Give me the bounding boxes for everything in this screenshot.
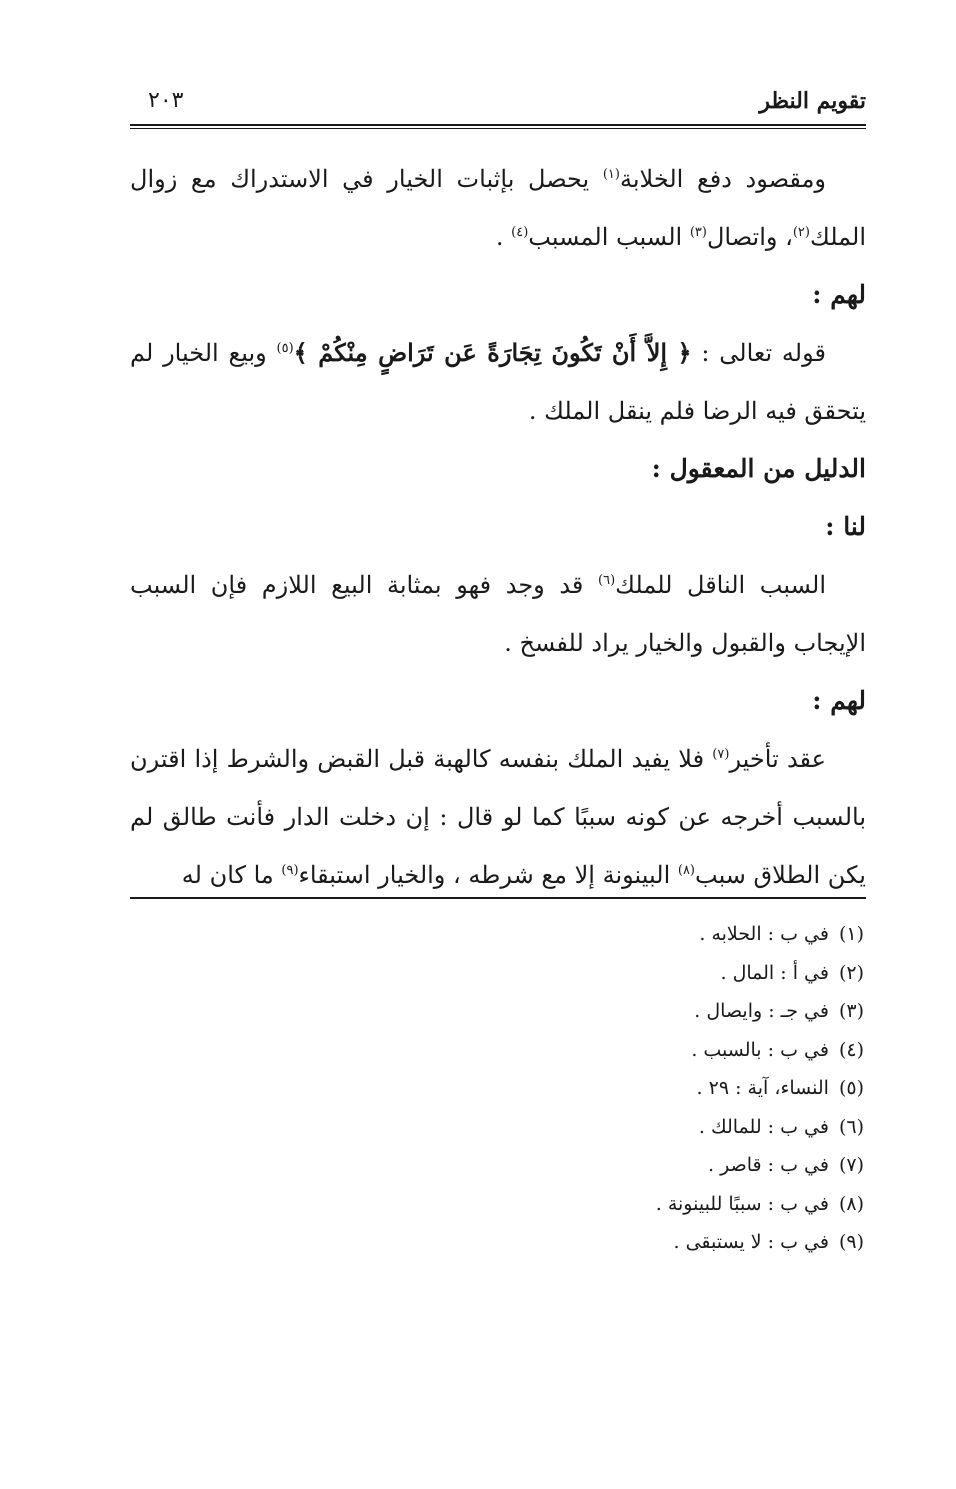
footnote: [464, 1185, 864, 1224]
footnote-separator: [130, 897, 866, 899]
footnote-number: (٤): [838, 1038, 864, 1061]
header-rule-thin: [130, 128, 866, 129]
footnote-number: (٨): [838, 1192, 864, 1215]
footnote-text: في ب : للمالك .: [698, 1115, 829, 1138]
footnote: [464, 1031, 864, 1070]
footnote-text: في ب : بالسبب .: [691, 1038, 829, 1061]
footnote: [464, 915, 864, 954]
paragraph-2: [130, 324, 866, 440]
header-rule: [130, 124, 866, 126]
footnote: [464, 1223, 864, 1262]
footnote-ref: (٣): [689, 225, 707, 240]
book-title: تقويم النظر: [759, 88, 866, 114]
footnote-ref: (٩): [281, 863, 299, 878]
footnote-ref: (١): [602, 167, 620, 182]
text-run: السبب الناقل للملك: [615, 571, 827, 599]
text-run: ما كان له: [181, 861, 282, 889]
footnote-text: في ب : سببًا للبينونة .: [655, 1192, 829, 1215]
footnotes: [464, 915, 864, 1262]
footnote-number: (٣): [838, 1000, 864, 1022]
footnote-ref: (٥): [276, 341, 294, 356]
footnote-number: (٥): [838, 1077, 864, 1099]
page-number: ٢٠٣: [148, 88, 184, 113]
paragraph-1: [130, 150, 866, 266]
footnote-number: (٧): [838, 1154, 864, 1176]
text-run: .: [495, 223, 512, 251]
quran-verse: ﴿ إِلاَّ أَنْ تَكُونَ تِجَارَةً عَن تَرَاضٍ مِنْكُمْ ﴾: [293, 338, 692, 367]
footnote-number: (٩): [838, 1231, 864, 1253]
text-run: ، واتصال: [706, 223, 793, 251]
text-run: البينونة إلا مع شرطه ، والخيار استبقاء: [298, 861, 678, 889]
text-run: السبب المسبب: [528, 223, 690, 251]
text-run: ومقصود دفع الخلابة: [619, 165, 827, 193]
section-heading: الدليل من المعقول :: [651, 454, 866, 483]
footnote-text: النساء، آية : ٢٩ .: [696, 1077, 829, 1099]
text-run: يحصل بإثبات الخيار في الاستدراك مع زوال الملك: [130, 165, 866, 251]
text-run: قد وجد فهو بمثابة البيع اللازم فإن السبب الإيجاب والقبول والخيار يراد للفسخ .: [130, 571, 866, 657]
footnote-text: في ب : الحلابه .: [699, 923, 829, 945]
paragraph-3: [130, 556, 866, 672]
footnote-text: في ب : لا يستبقى .: [673, 1231, 829, 1253]
footnote: [464, 1069, 864, 1108]
text-run: وبيع الخيار لم يتحقق فيه الرضا فلم ينقل الملك .: [130, 339, 866, 425]
text-run: فلا يفيد الملك بنفسه كالهبة قبل القبض والشرط إذا اقترن بالسبب أخرجه عن كونه سببًا كما لو قال : إن دخلت الدار فأنت طالق لم يكن الطلاق سبب: [130, 745, 866, 889]
footnote: [464, 954, 864, 993]
footnote-ref: (٤): [511, 225, 529, 240]
footnote-text: في أ : المال .: [720, 961, 829, 984]
footnote-ref: (٧): [712, 747, 730, 762]
section-heading: لهم :: [812, 280, 866, 309]
footnote-number: (١): [838, 923, 864, 945]
footnote: [464, 1108, 864, 1147]
paragraph-4: [130, 730, 866, 904]
footnote-text: في جـ : وايصال .: [694, 1000, 829, 1022]
footnote-ref: (٦): [598, 573, 616, 588]
main-text: [130, 150, 866, 904]
footnote-number: (٦): [838, 1115, 864, 1138]
text-run: قوله تعالى :: [691, 339, 826, 367]
section-heading: لنا :: [825, 512, 866, 541]
footnote-number: (٢): [838, 961, 864, 984]
footnote-ref: (٢): [792, 225, 810, 240]
text-run: عقد تأخير: [729, 745, 826, 773]
footnote-ref: (٨): [677, 863, 695, 878]
footnote: [464, 992, 864, 1031]
page-header: [130, 88, 866, 128]
footnote: [464, 1146, 864, 1185]
section-heading: لهم :: [812, 686, 866, 715]
footnote-text: في ب : قاصر .: [708, 1154, 829, 1176]
